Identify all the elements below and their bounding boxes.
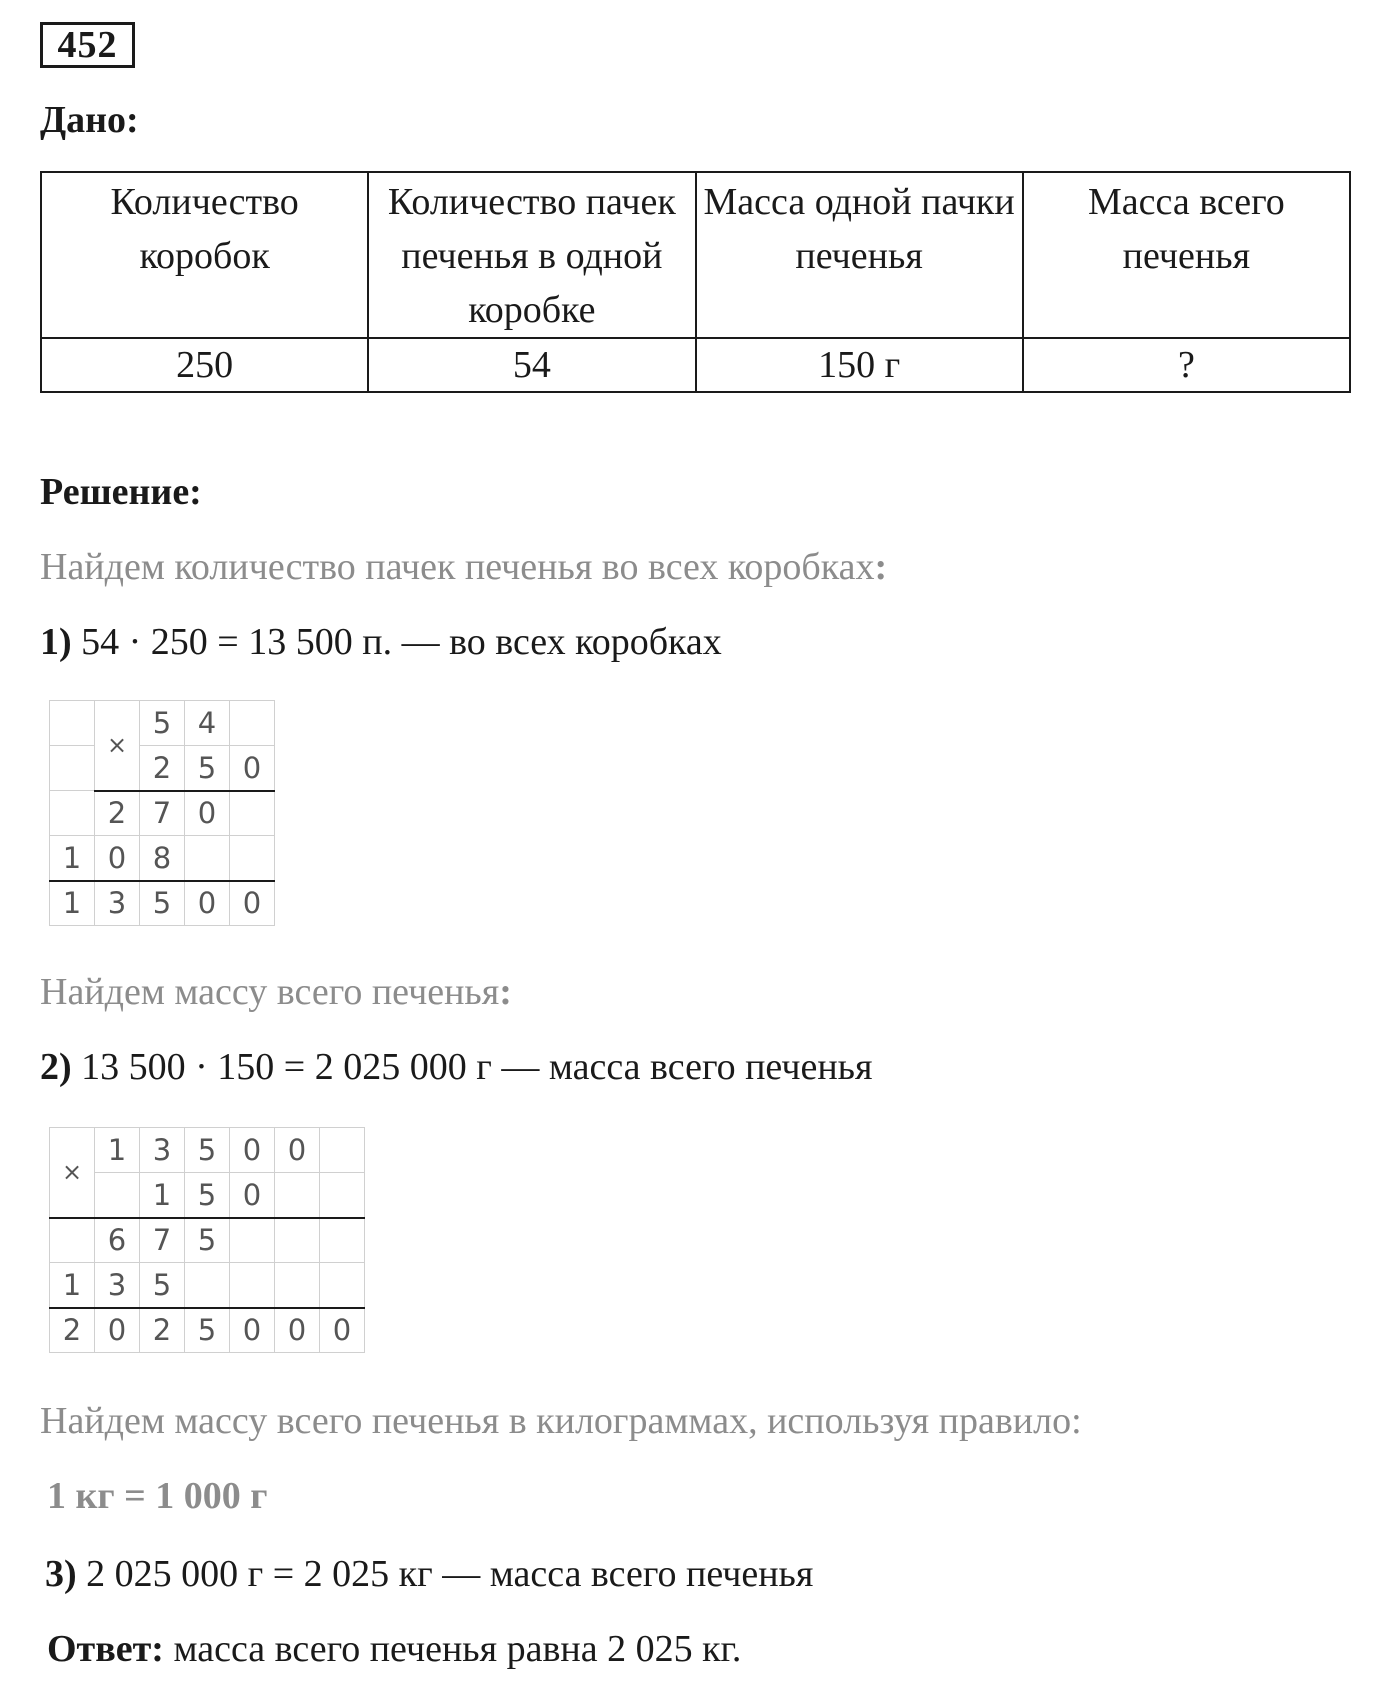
calc-1-cell xyxy=(50,746,95,791)
calc-1-row xyxy=(50,791,275,836)
calc-2-row xyxy=(50,1218,365,1263)
calc-1-cell: 8 xyxy=(140,836,185,881)
header-box-count: Количество коробок xyxy=(41,172,368,338)
calc-1-cell: 3 xyxy=(95,881,140,926)
calc-1-cell: 5 xyxy=(140,881,185,926)
calc-2-cell: 0 xyxy=(275,1308,320,1353)
multiply-sign: × xyxy=(95,701,140,791)
calc-1-row xyxy=(50,836,275,881)
calc-1-cell xyxy=(50,701,95,746)
calc-grid-2 xyxy=(49,1127,365,1353)
value-total-mass: ? xyxy=(1023,338,1350,392)
step-3-text: 2 025 000 г = 2 025 кг — масса всего печенья xyxy=(76,1553,814,1595)
calc-1-cell: 5 xyxy=(185,746,230,791)
multiply-sign: × xyxy=(50,1128,95,1218)
calc-2-cell: 1 xyxy=(50,1263,95,1308)
calc-2-cell: 3 xyxy=(95,1263,140,1308)
step-2 xyxy=(40,1045,872,1089)
calc-2-cell: 1 xyxy=(140,1173,185,1218)
calc-2-cell: 0 xyxy=(230,1128,275,1173)
calc-2-row xyxy=(50,1263,365,1308)
calc-2-cell xyxy=(50,1218,95,1263)
calc-2-cell xyxy=(320,1128,365,1173)
hint-total-mass-colon: : xyxy=(499,971,512,1013)
given-heading: Дано: xyxy=(40,99,139,141)
calc-1-cell: 0 xyxy=(185,881,230,926)
calc-1-cell: 2 xyxy=(140,746,185,791)
header-pack-mass: Масса одной пачки печенья xyxy=(696,172,1023,338)
step-3-number: 3) xyxy=(45,1553,77,1595)
calc-1-cell: 0 xyxy=(230,881,275,926)
calc-2-cell xyxy=(320,1173,365,1218)
calc-2-cell xyxy=(185,1263,230,1308)
calc-2-cell: 2 xyxy=(50,1308,95,1353)
calc-1-cell xyxy=(230,836,275,881)
answer-label: Ответ: xyxy=(47,1628,164,1670)
calc-1-cell: 1 xyxy=(50,836,95,881)
calc-1-cell: 2 xyxy=(95,791,140,836)
calc-1-cell xyxy=(50,791,95,836)
step-2-text: 13 500 · 150 = 2 025 000 г — масса всего печенья xyxy=(71,1046,873,1088)
calc-2-cell: 0 xyxy=(95,1308,140,1353)
calc-2-cell: 0 xyxy=(230,1173,275,1218)
hint-packs-total-text: Найдем количество пачек печенья во всех коробках xyxy=(40,546,875,588)
header-packs-per-box: Количество пачек печенья в одной коробке xyxy=(368,172,695,338)
calc-2-cell: 0 xyxy=(230,1308,275,1353)
calc-2-cell: 7 xyxy=(140,1218,185,1263)
calc-2-cell xyxy=(230,1263,275,1308)
solution-heading: Решение: xyxy=(40,471,202,513)
calc-1-cell xyxy=(230,791,275,836)
calc-2-cell: 5 xyxy=(185,1218,230,1263)
calc-2-row xyxy=(50,1173,365,1218)
calc-grid-1 xyxy=(49,700,275,926)
calc-1-cell: 5 xyxy=(140,701,185,746)
given-table-values-row xyxy=(41,338,1350,392)
calc-1-cell: 7 xyxy=(140,791,185,836)
calc-2-cell: 2 xyxy=(140,1308,185,1353)
step-1-text: 54 · 250 = 13 500 п. — во всех коробках xyxy=(71,621,722,663)
hint-packs-total-colon: : xyxy=(874,546,888,588)
answer xyxy=(47,1627,741,1671)
calc-2-cell: 5 xyxy=(140,1263,185,1308)
answer-text: масса всего печенья равна 2 025 кг. xyxy=(163,1628,742,1670)
calc-2-cell: 5 xyxy=(185,1173,230,1218)
calc-2-cell xyxy=(275,1218,320,1263)
value-box-count: 250 xyxy=(41,338,368,392)
calc-1-cell: 4 xyxy=(185,701,230,746)
given-table xyxy=(40,171,1351,393)
given-table-header-row xyxy=(41,172,1350,338)
step-1 xyxy=(40,620,722,664)
conversion-rule: 1 кг = 1 000 г xyxy=(47,1475,268,1517)
problem-number: 452 xyxy=(40,22,135,68)
calc-2-cell xyxy=(95,1173,140,1218)
calc-1-cell: 1 xyxy=(50,881,95,926)
calc-2-cell xyxy=(275,1173,320,1218)
header-total-mass: Масса всего печенья xyxy=(1023,172,1350,338)
calc-1-cell xyxy=(230,701,275,746)
calc-2-cell: 6 xyxy=(95,1218,140,1263)
calc-2-cell xyxy=(320,1218,365,1263)
hint-kilograms: Найдем массу всего печенья в килограммах, используя правило: xyxy=(40,1400,1082,1442)
calc-2-cell xyxy=(320,1263,365,1308)
value-packs-per-box: 54 xyxy=(368,338,695,392)
calc-1-cell: 0 xyxy=(95,836,140,881)
calc-2-result-row xyxy=(50,1308,365,1353)
hint-packs-total xyxy=(40,545,887,589)
calc-1-row xyxy=(50,746,275,791)
calc-1-result-row xyxy=(50,881,275,926)
hint-total-mass-text: Найдем массу всего печенья xyxy=(40,971,500,1013)
calc-2-cell: 5 xyxy=(185,1128,230,1173)
calc-2-cell xyxy=(275,1263,320,1308)
calc-2-cell: 0 xyxy=(275,1128,320,1173)
step-3 xyxy=(45,1552,813,1596)
hint-total-mass xyxy=(40,970,512,1014)
value-pack-mass: 150 г xyxy=(696,338,1023,392)
step-1-number: 1) xyxy=(40,621,72,663)
calc-2-cell xyxy=(230,1218,275,1263)
calc-1-cell: 0 xyxy=(185,791,230,836)
calc-2-cell: 5 xyxy=(185,1308,230,1353)
calc-1-row xyxy=(50,701,275,746)
step-2-number: 2) xyxy=(40,1046,72,1088)
calc-2-cell: 0 xyxy=(320,1308,365,1353)
calc-1-cell: 0 xyxy=(230,746,275,791)
calc-1-cell xyxy=(185,836,230,881)
calc-2-row xyxy=(50,1128,365,1173)
calc-2-cell: 1 xyxy=(95,1128,140,1173)
calc-2-cell: 3 xyxy=(140,1128,185,1173)
